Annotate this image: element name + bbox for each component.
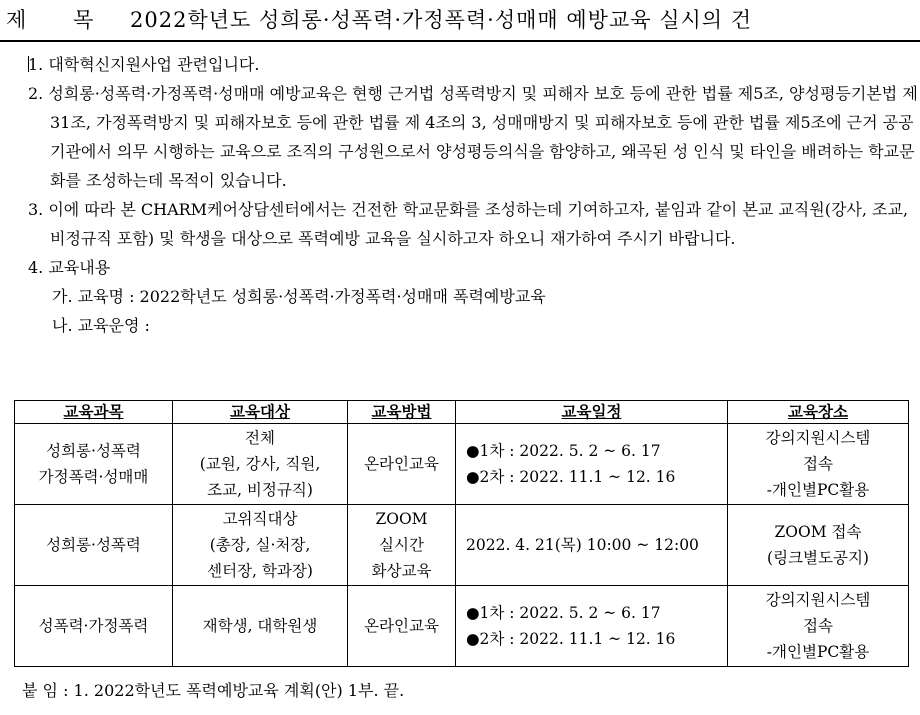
cell-course: 성희롱·성폭력 가정폭력·성매매 [15, 424, 173, 505]
paragraph-2: 2. 성희롱·성폭력·가정폭력·성매매 예방교육은 현행 근거법 성폭력방지 및 피해자 보호 등에 관한 법률 제5조, 양성평등기본법 제31조, 가정폭력방지 및 피해자보호 등에 관한 법률 제 4조의 3, 성매매방지 및 피해자보호 등에 관한 법률 제5조에 근거 공공기관에서 의무 시행하는 교육으로 조직의 구성원으로서 양성평등의식을 함양하고, 왜곡된 성 인식 및 타인을 배려하는 학교문화를 조성하는데 목적이 있습니다. [28, 84, 918, 190]
title-text: 2022학년도 성희롱·성폭력·가정폭력·성매매 예방교육 실시의 건 [130, 8, 753, 32]
table-row [15, 424, 909, 505]
header-schedule: 교육일정 [456, 401, 728, 424]
paragraph-4a: 가. 교육명 : 2022학년도 성희롱·성폭력·가정폭력·성매매 폭력예방교육 [52, 287, 546, 306]
table-row [15, 586, 909, 667]
cell-method: 온라인교육 [348, 424, 456, 505]
header-course: 교육과목 [15, 401, 173, 424]
cell-method: 온라인교육 [348, 586, 456, 667]
title-label: 제 목 [6, 8, 114, 32]
header-method: 교육방법 [348, 401, 456, 424]
attachment-line: 붙 임 : 1. 2022학년도 폭력예방교육 계획(안) 1부. 끝. [22, 681, 405, 700]
cell-target: 재학생, 대학원생 [173, 586, 348, 667]
table-row [15, 505, 909, 586]
cell-target: 전체 (교원, 강사, 직원, 조교, 비정규직) [173, 424, 348, 505]
table-header-row [15, 401, 909, 424]
cell-schedule: ●1차 : 2022. 5. 2 ~ 6. 17 ●2차 : 2022. 11.1 ~ 12. 16 [456, 424, 728, 505]
paragraph-4: 4. 교육내용 [28, 258, 111, 277]
cell-place: 강의지원시스템 접속 -개인별PC활용 [728, 586, 909, 667]
document-body [28, 50, 918, 340]
cell-course: 성희롱·성폭력 [15, 505, 173, 586]
header-place: 교육장소 [728, 401, 909, 424]
cell-method: ZOOM 실시간 화상교육 [348, 505, 456, 586]
header-target: 교육대상 [173, 401, 348, 424]
education-schedule-table [14, 400, 909, 667]
cell-schedule: 2022. 4. 21(목) 10:00 ~ 12:00 [456, 505, 728, 586]
cell-schedule: ●1차 : 2022. 5. 2 ~ 6. 17 ●2차 : 2022. 11.1 ~ 12. 16 [456, 586, 728, 667]
document-title [0, 0, 920, 42]
cell-course: 성폭력·가정폭력 [15, 586, 173, 667]
cell-target: 고위직대상 (총장, 실·처장, 센터장, 학과장) [173, 505, 348, 586]
cell-place: 강의지원시스템 접속 -개인별PC활용 [728, 424, 909, 505]
cell-place: ZOOM 접속 (링크별도공지) [728, 505, 909, 586]
paragraph-4b: 나. 교육운영 : [52, 316, 150, 335]
paragraph-3: 3. 이에 따라 본 CHARM케어상담센터에서는 건전한 학교문화를 조성하는데 기여하고자, 붙임과 같이 본교 교직원(강사, 조교, 비정규직 포함) 및 학생을 대상으로 폭력예방 교육을 실시하고자 하오니 재가하여 주시기 바랍니다. [28, 200, 909, 248]
paragraph-1: 1. 대학혁신지원사업 관련입니다. [28, 55, 260, 74]
